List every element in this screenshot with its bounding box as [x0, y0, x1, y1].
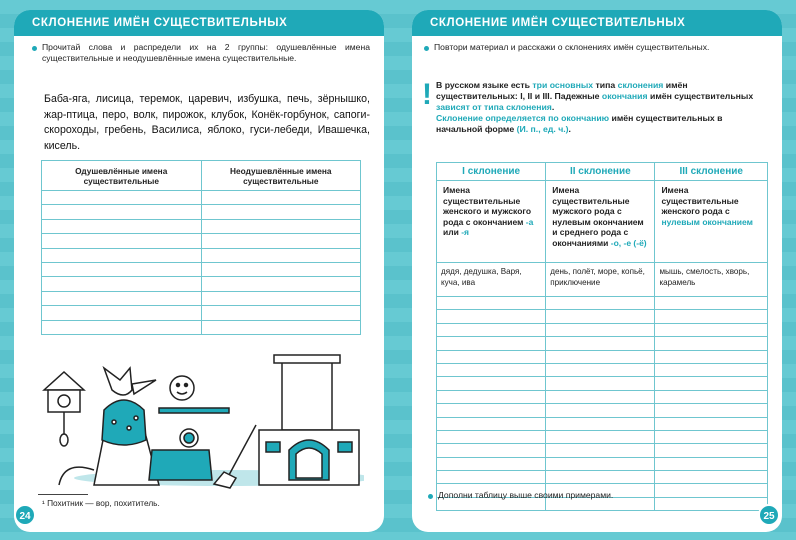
- declension-3-rule: [655, 181, 768, 263]
- table-cell[interactable]: [437, 417, 546, 430]
- table-cell[interactable]: [201, 277, 361, 291]
- table-row: [437, 377, 768, 390]
- table-cell[interactable]: [655, 471, 768, 484]
- table-cell[interactable]: [437, 430, 546, 443]
- table-cell[interactable]: [546, 363, 655, 376]
- table-row: [437, 417, 768, 430]
- table-cell[interactable]: [655, 323, 768, 336]
- right-page-header: СКЛОНЕНИЕ ИМЁН СУЩЕСТВИТЕЛЬНЫХ: [412, 10, 782, 36]
- declension-2-rule: [546, 181, 655, 263]
- table-cell[interactable]: [546, 457, 655, 470]
- declension-3-examples: мышь, смелость, хворь, карамель: [655, 263, 768, 297]
- rule-box: [436, 80, 768, 135]
- table-cell[interactable]: [655, 350, 768, 363]
- table-cell[interactable]: [437, 390, 546, 403]
- table-cell[interactable]: [201, 219, 361, 233]
- table-cell[interactable]: [546, 390, 655, 403]
- declension-1-rule: [437, 181, 546, 263]
- table-row: [42, 248, 361, 262]
- page-number-right: 25: [758, 504, 780, 526]
- declension-table: [436, 162, 768, 511]
- table-cell[interactable]: [437, 337, 546, 350]
- table-row: [42, 262, 361, 276]
- table-cell[interactable]: [546, 444, 655, 457]
- table-cell[interactable]: [655, 430, 768, 443]
- table-cell[interactable]: [437, 457, 546, 470]
- table-row: [42, 306, 361, 320]
- table-cell[interactable]: [42, 291, 202, 305]
- table-cell[interactable]: [655, 404, 768, 417]
- table-cell[interactable]: [42, 248, 202, 262]
- ending-highlight: нулевым окончанием: [661, 216, 753, 227]
- animate-column-header: Одушевлённые имена существительные: [42, 161, 202, 191]
- declension-2-header: II склонение: [546, 163, 655, 181]
- table-cell[interactable]: [437, 323, 546, 336]
- table-cell[interactable]: [546, 417, 655, 430]
- declension-1-examples: дядя, дедушка, Варя, куча, ива: [437, 263, 546, 297]
- table-cell[interactable]: [546, 297, 655, 310]
- rule-highlight: три основных: [532, 80, 594, 90]
- rule-text: Имена существительные женского рода с: [661, 185, 739, 216]
- rule-text: .: [551, 102, 555, 112]
- table-row: [437, 390, 768, 403]
- rule-highlight: склонения: [617, 80, 664, 90]
- table-cell[interactable]: [546, 404, 655, 417]
- ending-highlight: -я: [461, 227, 470, 237]
- table-cell[interactable]: [42, 262, 202, 276]
- ending-highlight: -о, -е (-ё): [610, 237, 647, 248]
- cuckoo-clock-icon: [44, 372, 84, 446]
- exclamation-icon: !: [422, 78, 432, 111]
- table-row: [42, 320, 361, 334]
- table-cell[interactable]: [201, 234, 361, 248]
- table-cell[interactable]: [42, 234, 202, 248]
- stove-icon: [259, 355, 359, 485]
- rule-highlight: Склонение определяется по окончанию: [436, 113, 610, 123]
- table-cell[interactable]: [437, 404, 546, 417]
- rule-text: или: [443, 227, 462, 237]
- table-cell[interactable]: [546, 471, 655, 484]
- declension-3-header: III склонение: [655, 163, 768, 181]
- declension-2-examples: день, полёт, море, копьё, приключение: [546, 263, 655, 297]
- bullet-icon: [424, 46, 429, 51]
- table-cell[interactable]: [201, 205, 361, 219]
- bullet-icon: [32, 46, 37, 51]
- table-row: [437, 471, 768, 484]
- table-row: [437, 297, 768, 310]
- table-cell[interactable]: [546, 337, 655, 350]
- shelf-icon: [159, 376, 229, 413]
- table-row: [437, 457, 768, 470]
- table-cell[interactable]: [437, 377, 546, 390]
- inanimate-column-header: Неодушевлённые имена существительные: [201, 161, 361, 191]
- rule-text: В русском языке есть: [436, 80, 533, 90]
- table-cell[interactable]: [42, 306, 202, 320]
- rule-text: имён существительных в начальной форме: [436, 113, 723, 134]
- table-row: [437, 430, 768, 443]
- rule-text: .: [568, 124, 571, 134]
- table-cell[interactable]: [437, 363, 546, 376]
- table-row: [42, 205, 361, 219]
- rule-text: Имена существительные женского и мужского рода с окончанием: [443, 185, 532, 227]
- table-cell[interactable]: [437, 297, 546, 310]
- table-cell[interactable]: [201, 191, 361, 205]
- table-cell[interactable]: [42, 320, 202, 334]
- table-cell[interactable]: [655, 377, 768, 390]
- table-row: [437, 323, 768, 336]
- table-cell[interactable]: [546, 377, 655, 390]
- table-row: [437, 444, 768, 457]
- table-cell[interactable]: [42, 191, 202, 205]
- table-cell[interactable]: [546, 323, 655, 336]
- table-cell[interactable]: [201, 291, 361, 305]
- table-cell[interactable]: [655, 457, 768, 470]
- table-cell[interactable]: [546, 350, 655, 363]
- table-cell[interactable]: [655, 363, 768, 376]
- rule-text: имён существительных: I, II и III. Падежные: [436, 80, 688, 101]
- bullet-icon: [428, 494, 433, 499]
- left-page-header: СКЛОНЕНИЕ ИМЁН СУЩЕСТВИТЕЛЬНЫХ: [14, 10, 384, 36]
- table-row: [42, 291, 361, 305]
- table-icon: [149, 429, 212, 480]
- left-instruction: Прочитай слова и распредели их на 2 группы: одушевлённые имена существительные и неодушевлённые имена существительные.: [42, 42, 370, 63]
- table-row: [42, 219, 361, 233]
- table-cell[interactable]: [546, 310, 655, 323]
- table-cell[interactable]: [655, 297, 768, 310]
- table-cell[interactable]: [437, 444, 546, 457]
- table-row: [437, 363, 768, 376]
- table-cell[interactable]: [201, 306, 361, 320]
- ending-highlight: -а: [525, 216, 534, 227]
- rule-highlight: зависят от типа склонения: [436, 102, 552, 112]
- table-cell[interactable]: [42, 277, 202, 291]
- table-cell[interactable]: [655, 310, 768, 323]
- footnote-divider: [38, 494, 88, 495]
- table-cell[interactable]: [546, 430, 655, 443]
- table-cell[interactable]: [437, 310, 546, 323]
- table-row: [437, 337, 768, 350]
- word-list: Баба-яга, лисица, теремок, царевич, избушка, печь, зёрнышко, жар-птица, перо, волк, пирожок, клубок, Конёк-горбунок, сапоги-скороходы, гребень, Василиса, яблоко, гуси-лебеди, Ивашечка, кисель.: [44, 93, 370, 152]
- table-cell[interactable]: [201, 248, 361, 262]
- rule-text: типа: [593, 80, 618, 90]
- table-row: [437, 404, 768, 417]
- right-instruction: Повтори материал и расскажи о склонениях имён существительных.: [434, 42, 710, 52]
- table-cell[interactable]: [655, 390, 768, 403]
- table-cell[interactable]: [655, 417, 768, 430]
- table-row: [437, 310, 768, 323]
- table-cell[interactable]: [42, 205, 202, 219]
- table-cell[interactable]: [437, 471, 546, 484]
- table-cell[interactable]: [437, 350, 546, 363]
- table-row: [437, 350, 768, 363]
- left-page: [14, 10, 384, 532]
- table-cell[interactable]: [201, 262, 361, 276]
- table-cell[interactable]: [201, 320, 361, 334]
- table-cell[interactable]: [655, 337, 768, 350]
- fairy-tale-illustration: [34, 350, 364, 490]
- table-row: [42, 234, 361, 248]
- rule-highlight: окончания: [601, 91, 648, 101]
- bottom-instruction: Дополни таблицу выше своими примерами.: [438, 490, 614, 500]
- footnote: ¹ Похитник — вор, похититель.: [42, 498, 160, 508]
- table-row: [42, 191, 361, 205]
- animacy-table: [41, 160, 361, 335]
- table-cell[interactable]: [42, 219, 202, 233]
- rule-highlight: (И. п., ед. ч.): [516, 124, 569, 134]
- declension-1-header: I склонение: [437, 163, 546, 181]
- table-cell[interactable]: [655, 444, 768, 457]
- page-number-left: 24: [14, 504, 36, 526]
- table-row: [42, 277, 361, 291]
- rule-text: имён существительных: [647, 91, 754, 101]
- right-page: [412, 10, 782, 532]
- rule-text: Имена существительные мужского рода с нулевым окончанием и среднего рода с окончаниями: [552, 185, 644, 248]
